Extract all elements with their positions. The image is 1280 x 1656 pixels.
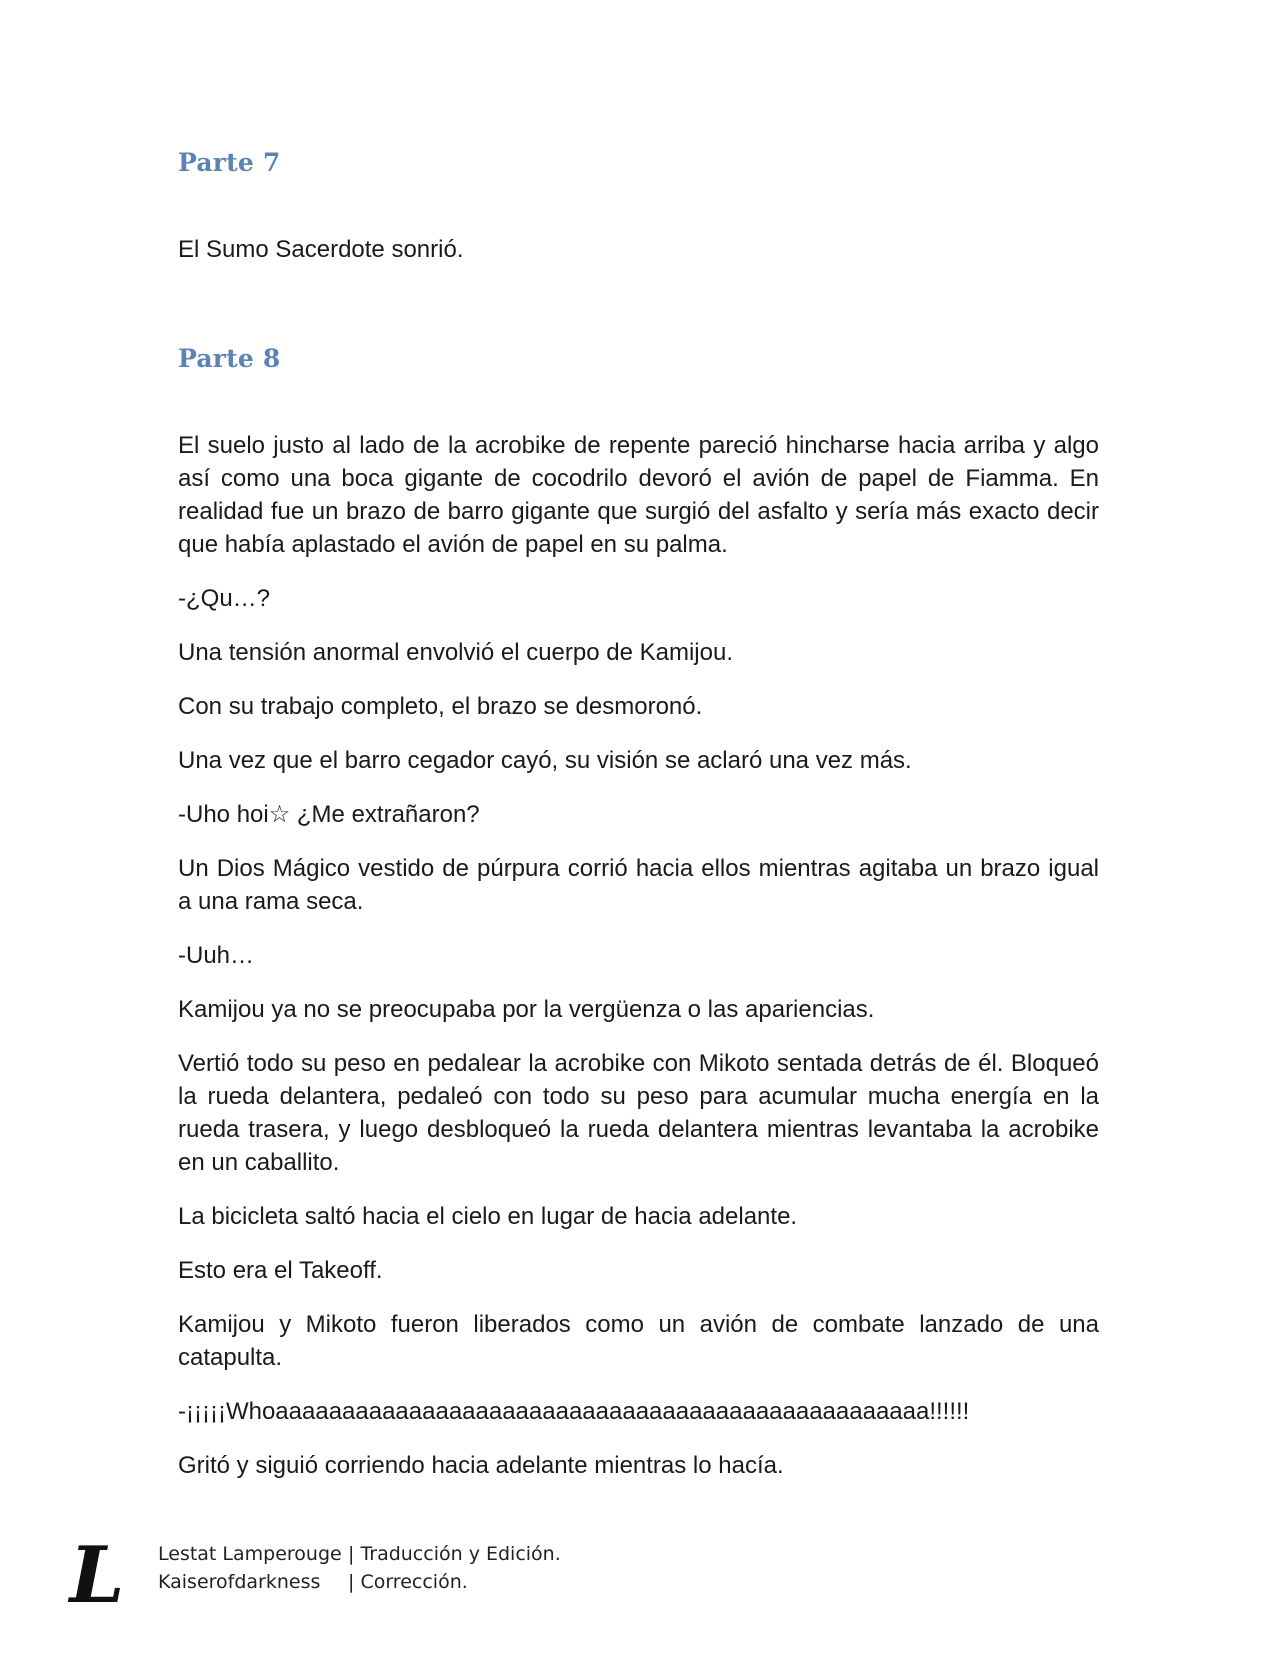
paragraph: Un Dios Mágico vestido de púrpura corrió hacia ellos mientras agitaba un brazo igual a una rama seca. xyxy=(178,855,1099,915)
footer-credits xyxy=(158,1540,561,1596)
paragraph: Gritó y siguió corriendo hacia adelante mientras lo hacía. xyxy=(178,1452,784,1479)
section-body-parte-7 xyxy=(178,233,1099,266)
credit-row-proofreader xyxy=(158,1568,561,1596)
credit-name: Lestat Lamperouge xyxy=(158,1543,342,1565)
paragraph: El Sumo Sacerdote sonrió. xyxy=(178,236,464,263)
section-heading-parte-7: Parte 7 xyxy=(178,148,281,177)
credit-role: | Traducción y Edición. xyxy=(348,1543,561,1565)
gothic-l-logo xyxy=(66,1536,128,1616)
paragraph: -¿Qu…? xyxy=(178,585,271,612)
section-heading-parte-8: Parte 8 xyxy=(178,344,281,373)
paragraph: Esto era el Takeoff. xyxy=(178,1257,383,1284)
svg-text:L: L xyxy=(69,1536,125,1616)
section-body-parte-8 xyxy=(178,429,1099,1482)
paragraph: -¡¡¡¡¡Whoaaaaaaaaaaaaaaaaaaaaaaaaaaaaaaaaaaaaaaaaaaaaaaaaa!!!!!! xyxy=(178,1398,970,1425)
paragraph: Kamijou ya no se preocupaba por la vergüenza o las apariencias. xyxy=(178,996,875,1023)
paragraph: Con su trabajo completo, el brazo se desmoronó. xyxy=(178,693,703,720)
paragraph: Vertió todo su peso en pedalear la acrobike con Mikoto sentada detrás de él. Bloqueó la rueda delantera, pedaleó con todo su peso para acumular mucha energía en la rueda trasera, y luego desbloqueó la rueda delantera mientras levantaba la acrobike en un caballito. xyxy=(178,1050,1099,1176)
paragraph: La bicicleta saltó hacia el cielo en lugar de hacia adelante. xyxy=(178,1203,798,1230)
paragraph: El suelo justo al lado de la acrobike de repente pareció hincharse hacia arriba y algo así como una boca gigante de cocodrilo devoró el avión de papel de Fiamma. En realidad fue un brazo de barro gigante que surgió del asfalto y sería más exacto decir que había aplastado el avión de papel en su palma. xyxy=(178,432,1099,558)
page-footer xyxy=(66,1536,766,1616)
paragraph: Una tensión anormal envolvió el cuerpo de Kamijou. xyxy=(178,639,733,666)
paragraph: -Uho hoi☆ ¿Me extrañaron? xyxy=(178,801,480,828)
credit-role: | Corrección. xyxy=(348,1571,468,1593)
paragraph: -Uuh… xyxy=(178,942,255,969)
credit-row-translator xyxy=(158,1540,561,1568)
paragraph: Una vez que el barro cegador cayó, su visión se aclaró una vez más. xyxy=(178,747,912,774)
paragraph: Kamijou y Mikoto fueron liberados como un avión de combate lanzado de una catapulta. xyxy=(178,1311,1099,1371)
credit-name: Kaiserofdarkness xyxy=(158,1571,321,1593)
